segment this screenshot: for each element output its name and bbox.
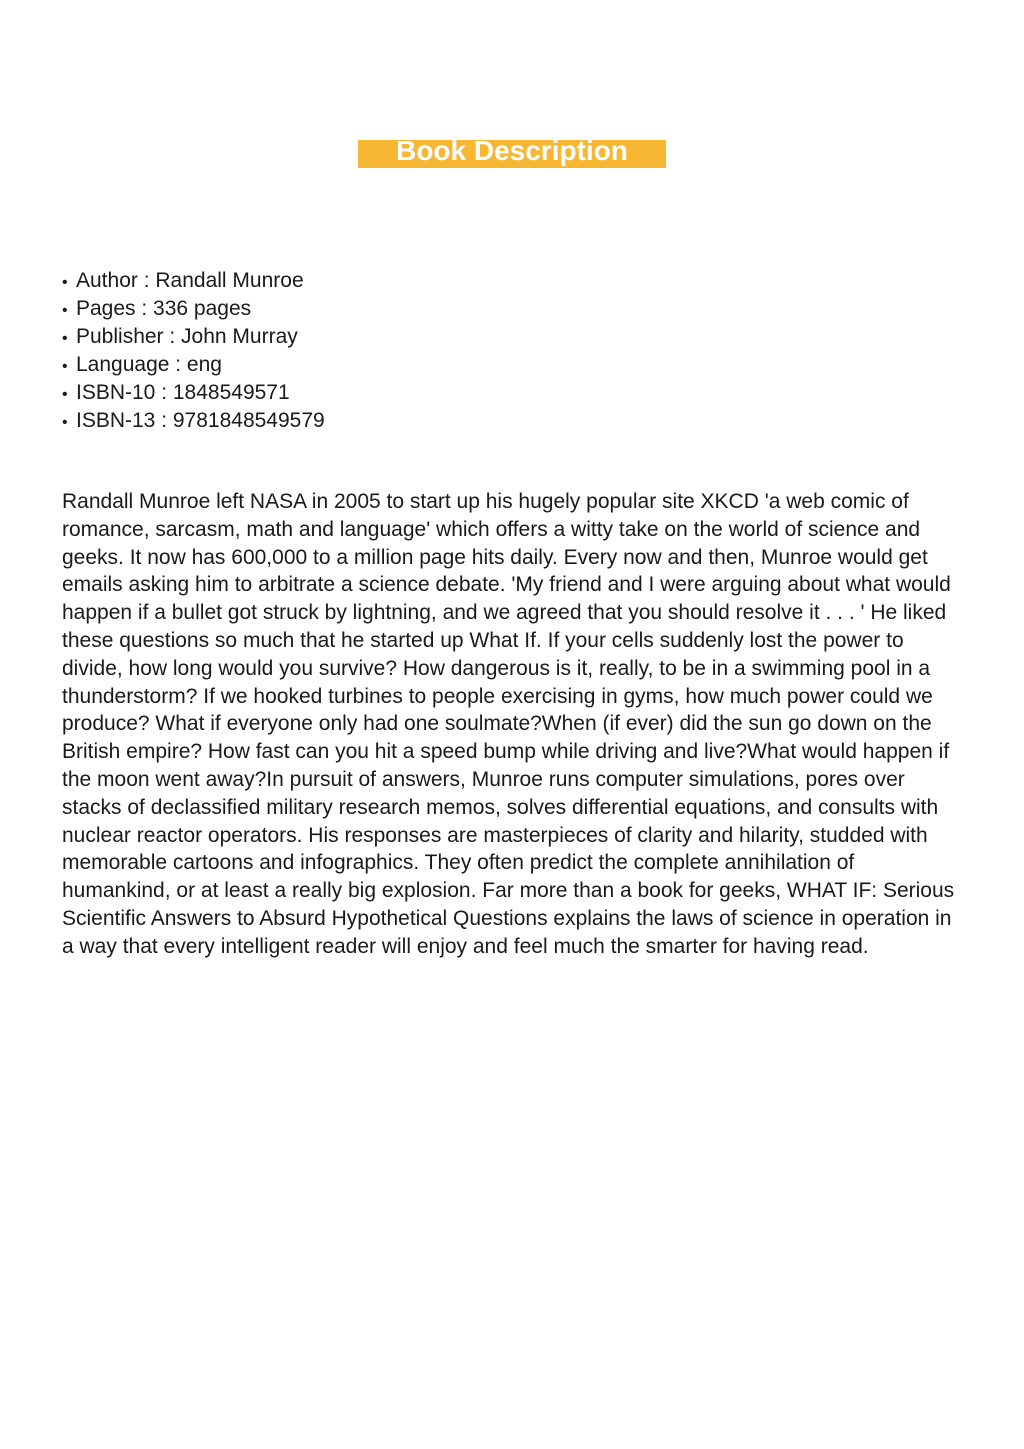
book-description-paragraph: Randall Munroe left NASA in 2005 to start up his hugely popular site XKCD 'a web comic of romance, sarcasm, math and language' which offers a witty take on the world of science and geeks. It now has 600,000 to a million page hits daily. Every now and then, Munroe would get emails asking him to arbitrate a science debate. 'My friend and I were arguing about what would happen if a bullet got struck by lightning, and we agreed that you should resolve it . . . ' He liked these questions so much that he started up What If. If your cells suddenly lost the power to divide, how long would you survive? How dangerous is it, really, to be in a swimming pool in a thunderstorm? If we hooked turbines to people exercising in gyms, how much power could we produce? What if everyone only had one soulmate?When (if ever) did the sun go down on the British empire? How fast can you hit a speed bump while driving and live?What would happen if the moon went away?In pursuit of answers, Munroe runs computer simulations, pores over stacks of declassified military research memos, solves differential equations, and consults with nuclear reactor operators. His responses are masterpieces of clarity and hilarity, studded with memorable cartoons and infographics. They often predict the complete annihilation of humankind, or at least a really big explosion. Far more than a book for geeks, WHAT IF: Serious Scientific Answers to Absurd Hypothetical Questions explains the laws of science in operation in a way that every intelligent reader will enjoy and feel much the smarter for having read. — [62, 490, 955, 958]
detail-language — [62, 351, 325, 379]
detail-text: Author : Randall Munroe — [76, 269, 304, 292]
detail-isbn10 — [62, 379, 325, 407]
book-details-list — [62, 267, 325, 435]
detail-text: ISBN-13 : 9781848549579 — [76, 409, 325, 432]
bullet-icon: • — [62, 330, 68, 347]
detail-pages — [62, 295, 325, 323]
title-banner — [358, 135, 666, 168]
page-title: Book Description — [396, 135, 628, 166]
bullet-icon: • — [62, 386, 68, 403]
bullet-icon: • — [62, 274, 68, 291]
bullet-icon: • — [62, 302, 68, 319]
bullet-icon: • — [62, 358, 68, 375]
detail-isbn13 — [62, 407, 325, 435]
detail-text: Publisher : John Murray — [76, 325, 298, 348]
detail-publisher — [62, 323, 325, 351]
detail-text: ISBN-10 : 1848549571 — [76, 381, 290, 404]
bullet-icon: • — [62, 414, 68, 431]
detail-text: Language : eng — [76, 353, 222, 376]
detail-text: Pages : 336 pages — [76, 297, 252, 320]
detail-author — [62, 267, 325, 295]
